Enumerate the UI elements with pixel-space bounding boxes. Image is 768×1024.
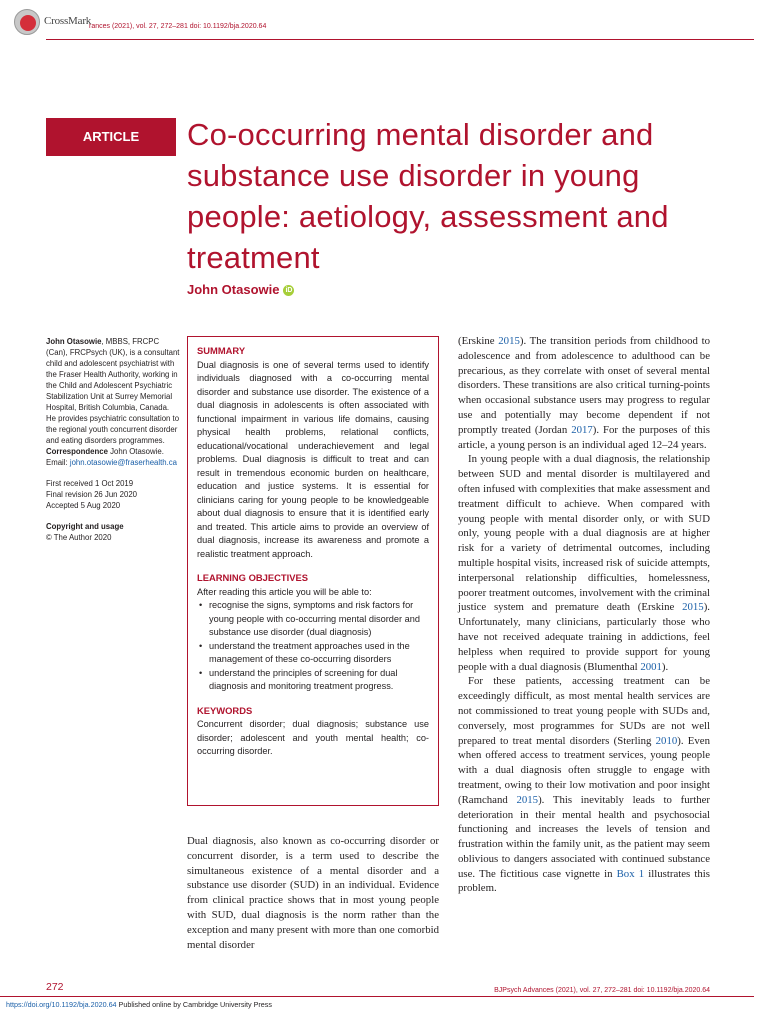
- body-paragraph-2: In young people with a dual diagnosis, the relationship between SUD and mental disorder is multilayered and often infused with complexities that make assessment and treatment difficult to achieve. When compared with young people with mental disorder only, or with SUD only, young people with a dual diagnosis are at higher risk for a variety of detrimental outcomes, including multiple hospital visits, increased risk of suicide attempts, interpersonal relationship difficulties, homelessness, poorer treatment outcomes, involvement with the criminal justice system and premature death (Erskine 2015). Unfortunately, many clinicians, particularly those who have not received adequate training in addictions, feel helpless when required to provide support for young people with a dual diagnosis (Blumenthal 2001).: [458, 453, 710, 673]
- correspondence-name: John Otasowie.: [107, 447, 164, 456]
- revised-date: Final revision 26 Jun 2020: [46, 490, 138, 499]
- list-item: • understand the principles of screening for dual diagnosis and monitoring treatment progress.: [197, 667, 429, 694]
- article-title: Co-occurring mental disorder and substance use disorder in young people: aetiology, assessment and treatment: [187, 117, 669, 275]
- reference-link[interactable]: 2001: [640, 660, 662, 673]
- orcid-icon[interactable]: iD: [285, 287, 293, 295]
- learning-objectives-list: [197, 599, 429, 694]
- body-paragraph-3: For these patients, accessing treatment can be exceedingly difficult, as most mental health services are not commissioned to treat young people with SUDs and, conversely, most programmes for SUDs are not well prepared to treat mental disorders (Sterling 2010). Even when offered access to treatment services, young people with a dual diagnosis often struggle to engage with treatment, owing to their low motivation and poor insight (Ramchand 2015). This inevitably leads to further deterioration in their mental health and psychosocial functioning and increases the levels of tension and frustration within the family unit, as the patient may seem oblivious to dangers associated with continued substance use. The fictitious case vignette in Box 1 illustrates this problem.: [458, 675, 710, 895]
- summary-heading: SUMMARY: [197, 345, 246, 356]
- doi-link[interactable]: https://doi.org/10.1192/bja.2020.64: [6, 1000, 117, 1009]
- reference-link[interactable]: 2010: [655, 734, 678, 747]
- keywords-heading: KEYWORDS: [197, 704, 253, 716]
- reference-link[interactable]: 2015: [682, 601, 704, 614]
- footer-divider: [0, 996, 754, 997]
- learning-objectives-intro: After reading this article you will be able to:: [197, 586, 372, 597]
- body-paragraph-1: (Erskine 2015). The transition periods from childhood to adolescence and from adolescence to adulthood can be precarious, as they correlate with onset of several mental disorders. These transitions are also critical turning-points when occasional substance users may progress to regular use and potentially may become dependent if not promptly treated (Jordan 2017). For the purposes of this article, a young person is an individual aged 12–24 years.: [458, 335, 710, 451]
- learning-objectives-heading: LEARNING OBJECTIVES: [197, 572, 308, 583]
- keywords-text: Concurrent disorder; dual diagnosis; substance use disorder; adolescent and youth mental health; co-occurring disorder.: [197, 719, 429, 756]
- header-citation: rances (2021), vol. 27, 272–281 doi: 10.1192/bja.2020.64: [89, 23, 267, 30]
- reference-link[interactable]: 2015: [498, 335, 520, 347]
- reference-link[interactable]: 2015: [516, 793, 539, 806]
- summary-box: [187, 336, 439, 806]
- crossmark-icon-inner: [20, 15, 36, 31]
- correspondence-line: [46, 446, 181, 457]
- author-byline: [187, 282, 294, 297]
- list-item: • recognise the signs, symptoms and risk factors for young people with co-occurring mental disorder and substance use disorder (dual diagnosis): [197, 599, 429, 640]
- learning-objectives-section: [197, 571, 429, 694]
- accepted-date: Accepted 5 Aug 2020: [46, 501, 121, 510]
- received-date: First received 1 Oct 2019: [46, 479, 134, 488]
- header-divider: [46, 39, 754, 40]
- copyright-text: © The Author 2020: [46, 533, 112, 542]
- copyright-label: Copyright and usage: [46, 522, 124, 531]
- author-bio-name: John Otasowie: [46, 337, 102, 346]
- summary-text: Dual diagnosis is one of several terms used to identify individuals diagnosed with a co-occurring mental disorder and substance use disorder. The existence of a dual diagnosis in adolescents is often associated with functional impairment in various life domains, causing physical health problems, relational conflicts, educational/vocational underachievement and legal problems. Dual diagnosis is difficult to treat and can result in tremendous economic burden on healthcare, education and justice systems. It is essential for clinicians caring for young people to be knowledgeable about dual diagnosis to ensure that it is identified early and treated. This article aims to provide an overview of dual diagnosis, increase its awareness and promote a realistic treatment approach.: [197, 359, 429, 559]
- email-link[interactable]: john.otasowie@fraserhealth.ca: [69, 458, 178, 467]
- reference-link[interactable]: 2017: [571, 423, 593, 436]
- crossmark-icon: [14, 9, 40, 35]
- author-sidebar: [46, 336, 181, 543]
- author-bio-paragraph: [46, 336, 181, 446]
- author-bio-text: , MBBS, FRCPC (Can), FRCPsych (UK), is a consultant child and adolescent psychiatrist with the Fraser Health Authority, working in the Child and Adolescent Psychiatric Stabilization Unit at Surrey Memorial Hospital, British Columbia, Canada. He provides psychiatric consultation to the regional youth concurrent disorder and eating disorders programmes.: [46, 337, 180, 445]
- right-column-text: [458, 334, 710, 896]
- keywords-section: [197, 704, 429, 759]
- email-label: Email:: [46, 458, 70, 467]
- footer-doi-line: [6, 1000, 272, 1009]
- footer-citation: BJPsych Advances (2021), vol. 27, 272–281 doi: 10.1192/bja.2020.64: [494, 987, 710, 994]
- correspondence-label: Correspondence: [46, 447, 108, 456]
- box-reference-link[interactable]: Box 1: [616, 867, 645, 880]
- published-note: Published online by Cambridge University Press: [116, 1000, 272, 1009]
- author-name: John Otasowie: [187, 282, 280, 297]
- list-item: • understand the treatment approaches used in the management of these co-occurring disorders: [197, 640, 429, 667]
- intro-paragraph: Dual diagnosis, also known as co-occurring disorder or concurrent disorder, is a term used to describe the simultaneous existence of a mental disorder and a substance use disorder (SUD) in an individual. Evidence from clinical practice shows that in most young people with SUD, dual diagnosis is the norm rather than the exception and many present with more than one comorbid mental disorder: [187, 835, 439, 951]
- article-type-badge: ARTICLE: [46, 118, 176, 156]
- email-line: [46, 457, 181, 468]
- crossmark-label: CrossMark: [44, 15, 92, 27]
- page-number: 272: [46, 981, 64, 993]
